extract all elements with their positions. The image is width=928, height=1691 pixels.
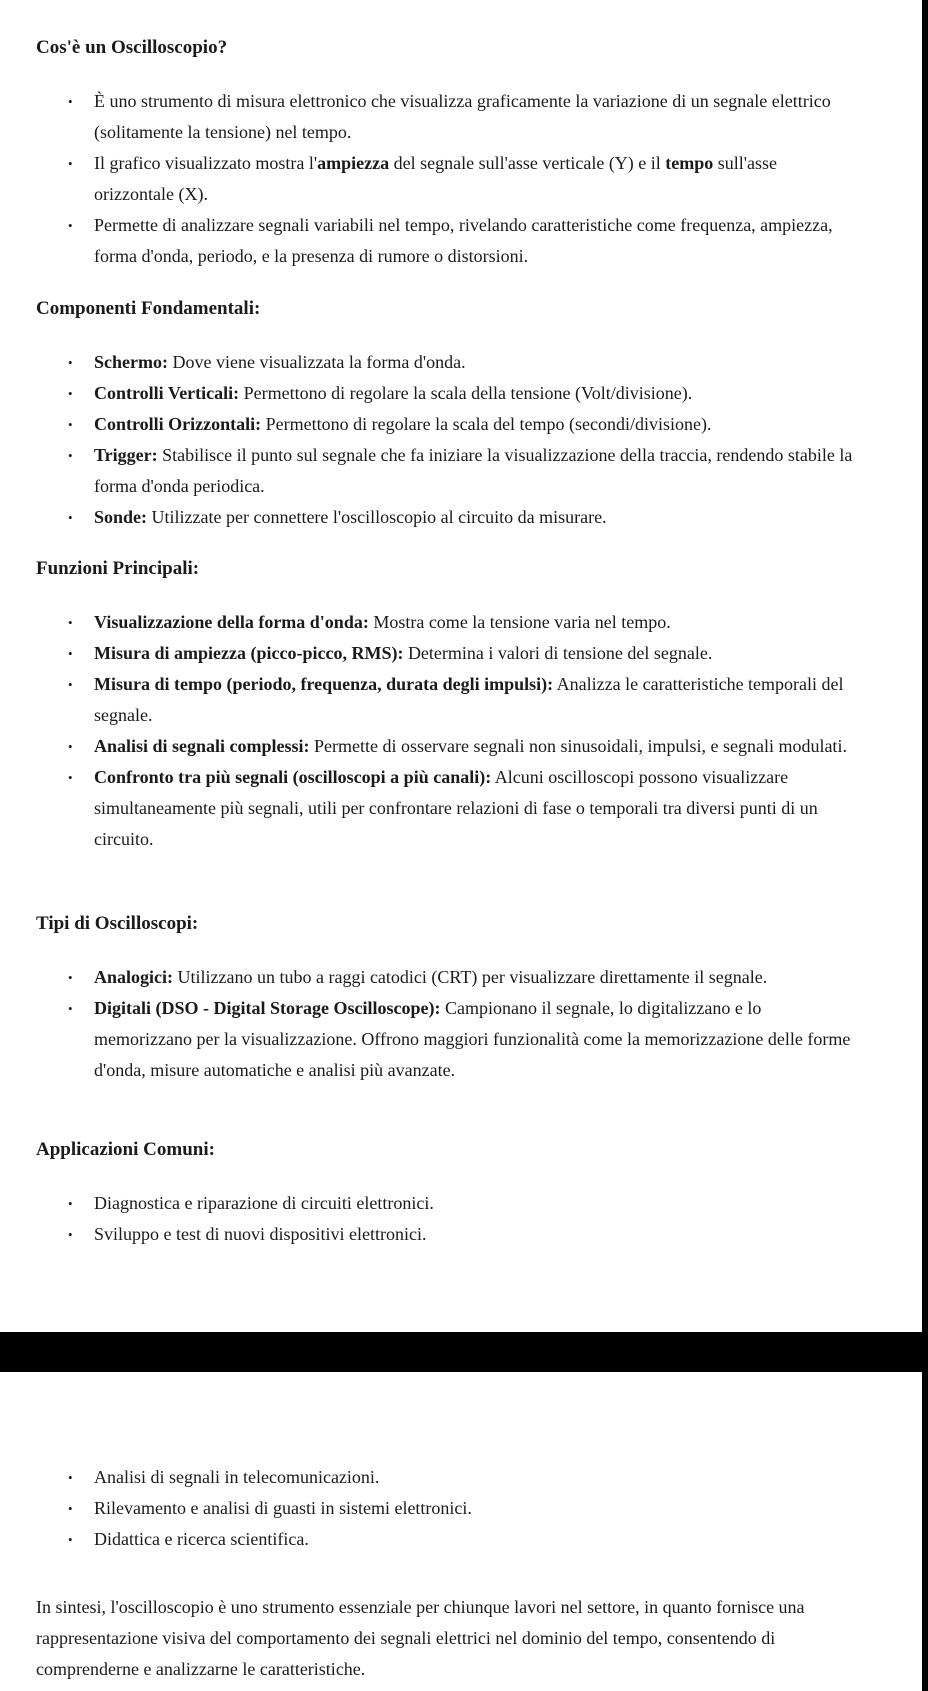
section-title-components: Componenti Fondamentali:	[36, 298, 261, 319]
list-item: • Analogici: Utilizzano un tubo a raggi catodici (CRT) per visualizzare direttamente il segnale.	[36, 962, 856, 993]
section-applications	[36, 1138, 856, 1250]
components-list	[36, 347, 856, 533]
bullet-icon: •	[68, 770, 73, 785]
section-title-intro: Cos'è un Oscilloscopio?	[36, 37, 228, 58]
list-item: • Misura di tempo (periodo, frequenza, durata degli impulsi): Analizza le caratteristiche temporali del segnale.	[36, 669, 856, 731]
list-item: • Digitali (DSO - Digital Storage Oscilloscope): Campionano il segnale, lo digitalizzano e lo memorizzano per la visualizzazione. Offrono maggiori funzionalità come la memorizzazione delle forme d'onda, misure automatiche e analisi più avanzate.	[36, 993, 856, 1086]
summary-paragraph: In sintesi, l'oscilloscopio è uno strumento essenziale per chiunque lavori nel settore, in quanto fornisce una rappresentazione visiva del comportamento dei segnali elettrici nel dominio del tempo, consentendo di comprenderne e analizzarne le caratteristiche.	[36, 1597, 805, 1679]
applications-list-continued	[36, 1462, 856, 1555]
bullet-icon: •	[68, 218, 73, 233]
list-item: • Analisi di segnali complessi: Permette di osservare segnali non sinusoidali, impulsi, e segnali modulati.	[36, 731, 856, 762]
list-item: • Confronto tra più segnali (oscilloscopi a più canali): Alcuni oscilloscopi possono visualizzare simultaneamente più segnali, utili per confrontare relazioni di fase o temporali tra diversi punti di un circuito.	[36, 762, 856, 855]
bullet-icon: •	[68, 970, 73, 985]
bullet-icon: •	[68, 739, 73, 754]
list-item: • Didattica e ricerca scientifica.	[36, 1524, 856, 1555]
right-edge-border	[922, 0, 928, 1691]
section-intro	[36, 36, 856, 272]
list-item: • Schermo: Dove viene visualizzata la forma d'onda.	[36, 347, 856, 378]
section-title-types: Tipi di Oscilloscopi:	[36, 913, 199, 934]
bullet-icon: •	[68, 1470, 73, 1485]
types-list	[36, 962, 856, 1086]
applications-list	[36, 1188, 856, 1250]
bullet-icon: •	[68, 1227, 73, 1242]
list-item: • Sonde: Utilizzate per connettere l'oscilloscopio al circuito da misurare.	[36, 502, 856, 533]
bullet-icon: •	[68, 94, 73, 109]
list-item: • È uno strumento di misura elettronico che visualizza graficamente la variazione di un segnale elettrico (solitamente la tensione) nel tempo.	[36, 86, 856, 148]
intro-list	[36, 86, 856, 272]
bullet-icon: •	[68, 448, 73, 463]
bullet-icon: •	[68, 156, 73, 171]
list-item: • Rilevamento e analisi di guasti in sistemi elettronici.	[36, 1493, 856, 1524]
list-item: • Trigger: Stabilisce il punto sul segnale che fa iniziare la visualizzazione della traccia, rendendo stabile la forma d'onda periodica.	[36, 440, 856, 502]
section-applications-continued	[36, 1462, 856, 1555]
bullet-icon: •	[68, 510, 73, 525]
list-item: • Controlli Verticali: Permettono di regolare la scala della tensione (Volt/divisione).	[36, 378, 856, 409]
bullet-icon: •	[68, 355, 73, 370]
section-title-functions: Funzioni Principali:	[36, 558, 200, 579]
list-item: • Controlli Orizzontali: Permettono di regolare la scala del tempo (secondi/divisione).	[36, 409, 856, 440]
bullet-icon: •	[68, 1001, 73, 1016]
bullet-icon: •	[68, 615, 73, 630]
section-types	[36, 912, 856, 1086]
bullet-icon: •	[68, 417, 73, 432]
list-item: • Sviluppo e test di nuovi dispositivi elettronici.	[36, 1219, 856, 1250]
list-item: • Permette di analizzare segnali variabili nel tempo, rivelando caratteristiche come frequenza, ampiezza, forma d'onda, periodo, e la presenza di rumore o distorsioni.	[36, 210, 856, 272]
bullet-icon: •	[68, 646, 73, 661]
section-functions	[36, 557, 856, 855]
list-item: • Il grafico visualizzato mostra l'ampiezza del segnale sull'asse verticale (Y) e il tempo sull'asse orizzontale (X).	[36, 148, 856, 210]
bullet-icon: •	[68, 386, 73, 401]
black-band-divider	[0, 1332, 928, 1372]
bullet-icon: •	[68, 1501, 73, 1516]
bullet-icon: •	[68, 1532, 73, 1547]
bullet-icon: •	[68, 1196, 73, 1211]
list-item: • Visualizzazione della forma d'onda: Mostra come la tensione varia nel tempo.	[36, 607, 856, 638]
bullet-icon: •	[68, 677, 73, 692]
list-item: • Analisi di segnali in telecomunicazioni.	[36, 1462, 856, 1493]
list-item: • Misura di ampiezza (picco-picco, RMS): Determina i valori di tensione del segnale.	[36, 638, 856, 669]
list-item: • Diagnostica e riparazione di circuiti elettronici.	[36, 1188, 856, 1219]
functions-list	[36, 607, 856, 855]
section-title-applications: Applicazioni Comuni:	[36, 1139, 215, 1160]
summary-block	[36, 1592, 856, 1685]
section-components	[36, 297, 856, 533]
